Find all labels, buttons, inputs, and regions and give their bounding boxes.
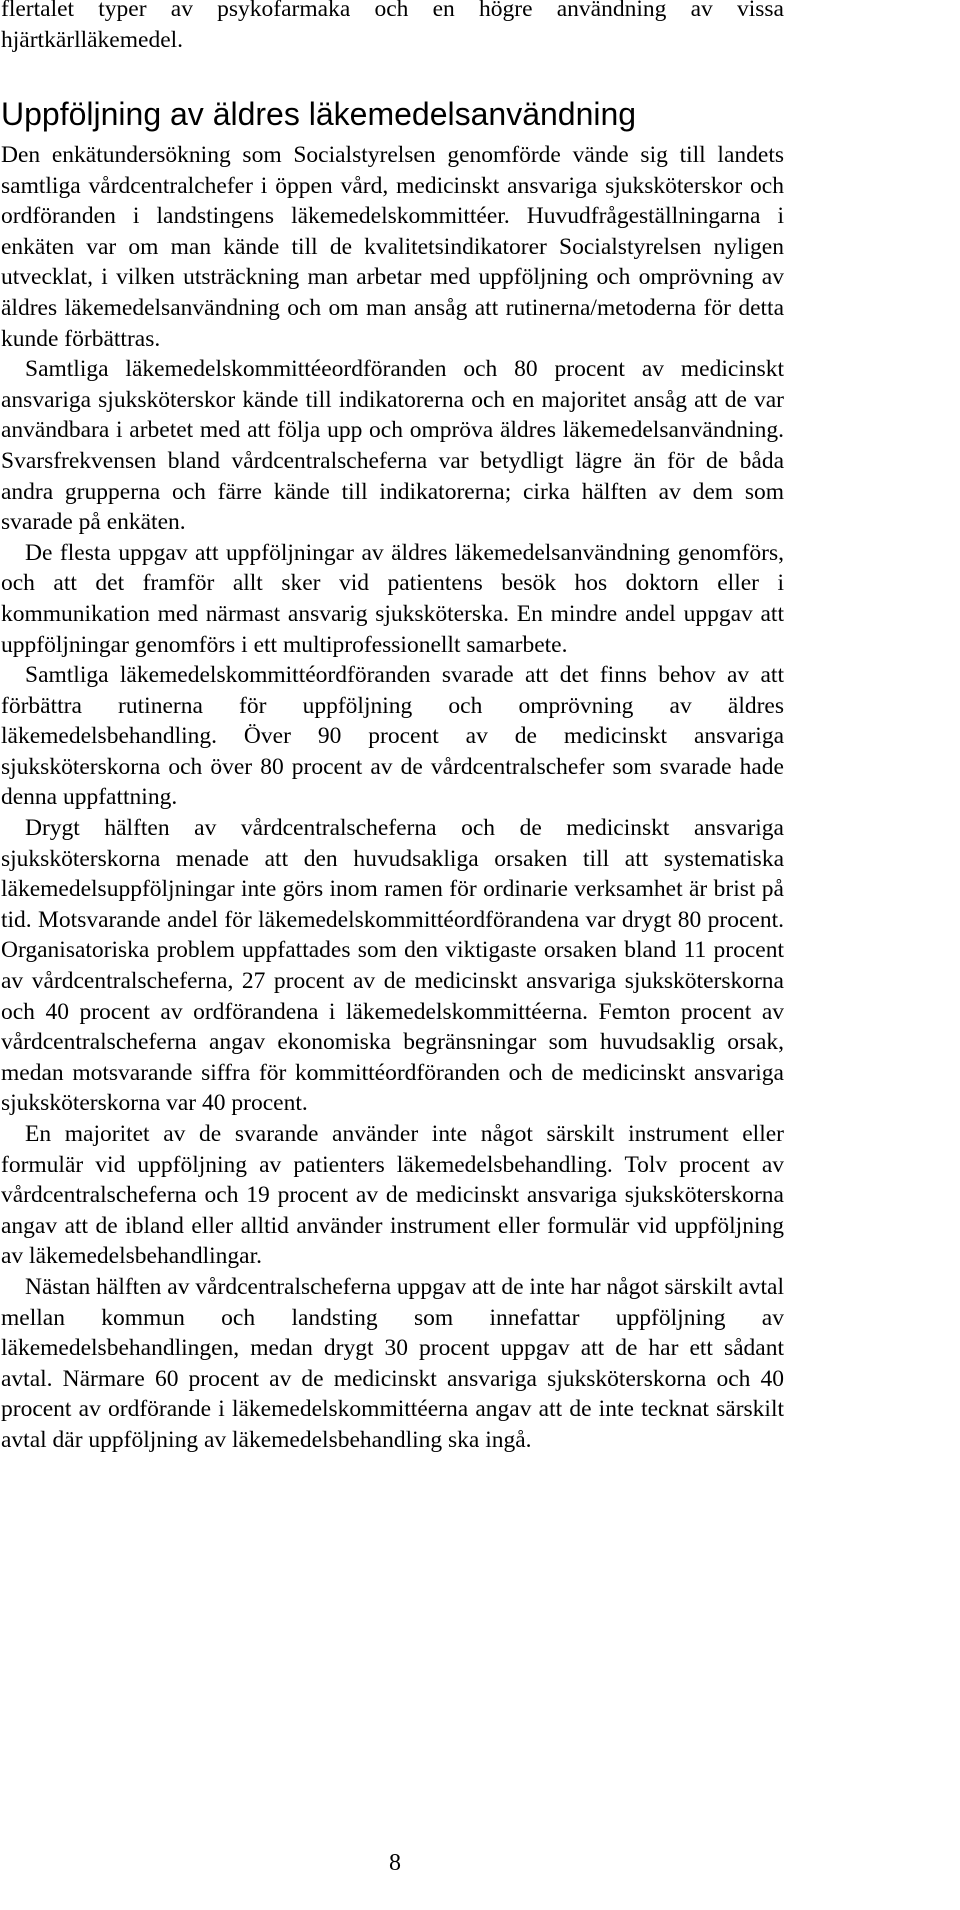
paragraph-3: De flesta uppgav att uppföljningar av äldres läkemedelsanvändning genomförs, och att det framför allt sker vid patientens besök hos doktorn eller i kommunikation med närmast ansvarig sjuksköterska. En mindre andel uppgav att uppföljningar genomförs i ett multiprofessionellt samarbete. — [1, 539, 784, 658]
paragraph-4: Samtliga läkemedelskommittéordföranden svarade att det finns behov av att förbättra rutinerna för uppföljning och omprövning av äldres läkemedelsbehandling. Över 90 procent av de medicinskt ansvariga sjuksköterskorna och över 80 procent av de vårdcentralschefer som svarade hade denna uppfattning. — [1, 662, 784, 811]
paragraph-1: Den enkätundersökning som Socialstyrelsen genomförde vände sig till landets samtliga vårdcentralchefer i öppen vård, medicinskt ansvariga sjuksköterskor och ordföranden i landstingens läkemedelskommittéer. Huvudfrågeställningarna i enkäten var om man kände till de kvalitetsindikatorer Socialstyrelsen nyligen utvecklat, i vilken utsträckning man arbetar med uppföljning och omprövning av äldres läkemedelsanvändning och om man ansåg att rutinerna/metoderna för detta kunde förbättras. — [1, 142, 784, 352]
page-number: 8 — [389, 1850, 401, 1876]
section-heading: Uppföljning av äldres läkemedelsanvändning — [1, 96, 637, 132]
intro-fragment: flertalet typer av psykofarmaka och en högre användning av vissa hjärtkärlläkemedel. — [1, 0, 784, 53]
paragraph-2: Samtliga läkemedelskommittéeordföranden och 80 procent av medicinskt ansvariga sjuksköterskor kände till indikatorerna och en majoritet ansåg att de var användbara i arbetet med att följa upp och ompröva äldres läkemedelsanvändning. Svarsfrekvensen bland vårdcentralscheferna var betydligt lägre än för de båda andra grupperna och färre kände till indikatorerna; cirka hälften av dem som svarade på enkäten. — [1, 356, 784, 536]
body-text — [1, 140, 784, 1456]
paragraph-5: Drygt hälften av vårdcentralscheferna och de medicinskt ansvariga sjuksköterskorna menade att den huvudsakliga orsaken till att systematiska läkemedelsuppföljningar inte görs inom ramen för ordinarie verksamhet är brist på tid. Motsvarande andel för läkemedelskommittéordförandena var drygt 80 procent. Organisatoriska problem uppfattades som den viktigaste orsaken bland 11 procent av vårdcentralscheferna, 27 procent av de medicinskt ansvariga sjuksköterskorna och 40 procent av ordförandena i läkemedelskommittéerna. Femton procent av vårdcentralscheferna angav ekonomiska begränsningar som huvudsaklig orsak, medan motsvarande siffra för kommittéordföranden och de medicinskt ansvariga sjuksköterskorna var 40 procent. — [1, 815, 784, 1117]
paragraph-6: En majoritet av de svarande använder inte något särskilt instrument eller formulär vid uppföljning av patienters läkemedelsbehandling. Tolv procent av vårdcentralscheferna och 19 procent av de medicinskt ansvariga sjuksköterskorna angav att de ibland eller alltid använder instrument eller formulär vid uppföljning av läkemedelsbehandlingar. — [1, 1121, 784, 1270]
paragraph-7: Nästan hälften av vårdcentralscheferna uppgav att de inte har något särskilt avtal mellan kommun och landsting som innefattar uppföljning av läkemedelsbehandlingen, medan drygt 30 procent uppgav att de har ett sådant avtal. Närmare 60 procent av de medicinskt ansvariga sjuksköterskorna och 40 procent av ordförande i läkemedelskommittéerna angav att de inte tecknat särskilt avtal där uppföljning av läkemedelsbehandling ska ingå. — [1, 1273, 784, 1453]
